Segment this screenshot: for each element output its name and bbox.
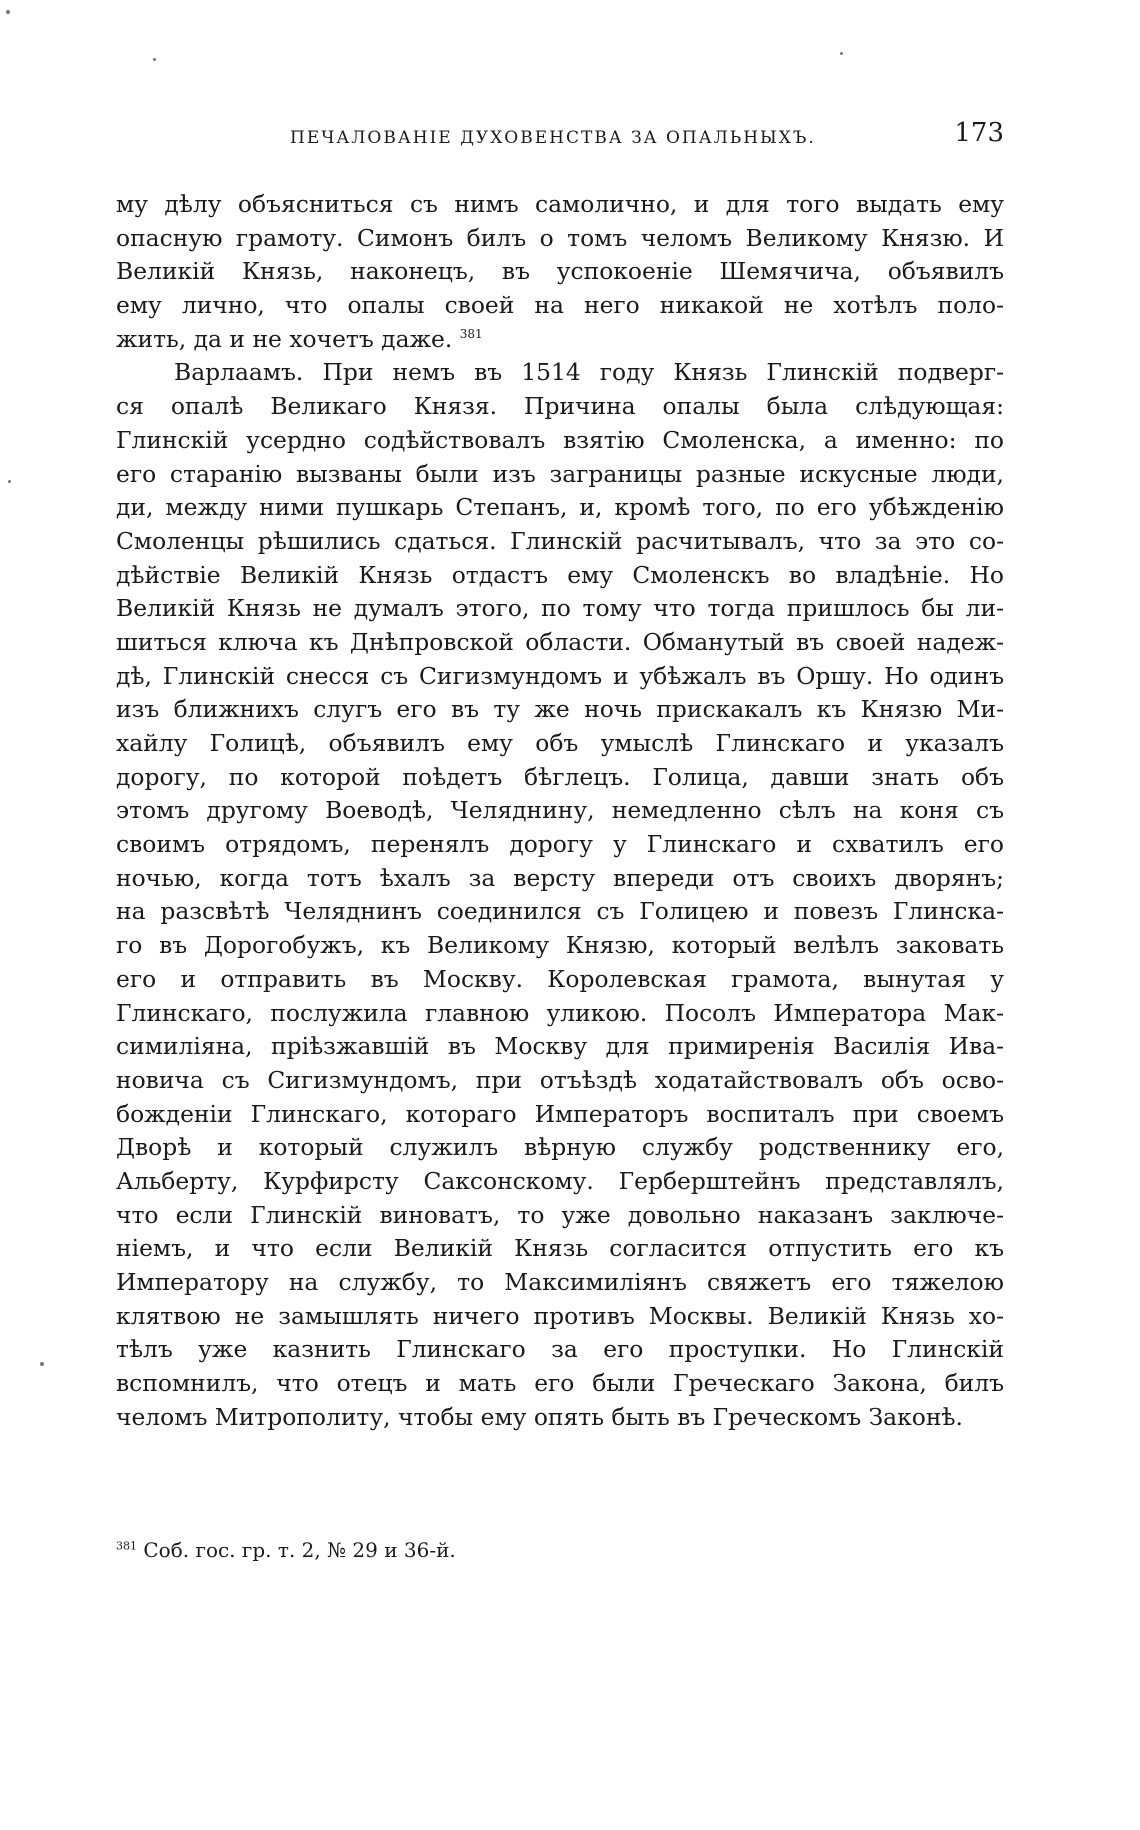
- text-line: шиться ключа къ Днѣпровской области. Обманутый въ своей надеж-: [116, 627, 1004, 656]
- text-line: Дворѣ и который служилъ вѣрную службу родственнику его,: [116, 1133, 1004, 1162]
- page-header: [120, 118, 1010, 158]
- text-line: ся опалѣ Великаго Князя. Причина опалы была слѣдующая:: [116, 392, 1004, 421]
- scan-speck: [40, 1362, 44, 1366]
- text-line: опасную грамоту. Симонъ билъ о томъ челомъ Великому Князю. И: [116, 223, 1004, 252]
- text-line: дѣ, Глинскій снесся съ Сигизмундомъ и убѣжалъ въ Оршу. Но одинъ: [116, 661, 1004, 690]
- text-line: клятвою не замышлять ничего противъ Москвы. Великій Князь хо-: [116, 1301, 1004, 1330]
- text-line: ніемъ, и что если Великій Князь согласится отпустить его къ: [116, 1234, 1004, 1263]
- text-line: дорогу, по которой поѣдетъ бѣглецъ. Голица, давши знать объ: [116, 762, 1004, 791]
- text-line: тѣлъ уже казнить Глинскаго за его проступки. Но Глинскій: [116, 1335, 1004, 1364]
- text-line: его старанію вызваны были изъ заграницы разные искусные люди,: [116, 459, 1004, 488]
- text-line: ему лично, что опалы своей на него никакой не хотѣлъ поло-: [116, 291, 1004, 320]
- text-line: дѣйствіе Великій Князь отдастъ ему Смоленскъ во владѣніе. Но: [116, 560, 1004, 589]
- scan-speck: [153, 58, 156, 61]
- footnote-reference: 381: [459, 326, 483, 341]
- main-text: [116, 188, 1004, 1434]
- text-line: вспомнилъ, что отецъ и мать его были Греческаго Закона, билъ: [116, 1369, 1004, 1398]
- page-number: 173: [954, 118, 1004, 148]
- scan-speck: [8, 480, 11, 483]
- running-title: ПЕЧАЛОВАНІЕ ДУХОВЕНСТВА ЗА ОПАЛЬНЫХЪ.: [290, 128, 816, 148]
- scan-speck: [840, 52, 843, 55]
- text-line: Императору на службу, то Максимиліянъ свяжетъ его тяжелою: [116, 1268, 1004, 1296]
- text-line: Альберту, Курфирсту Саксонскому. Герберштейнъ представлялъ,: [116, 1166, 1004, 1195]
- text-line: симиліяна, пріѣзжавшій въ Москву для примиренія Василія Ива-: [116, 1032, 1004, 1061]
- text-line: му дѣлу объясниться съ нимъ самолично, и для того выдать ему: [116, 190, 1004, 218]
- text-line: его и отправить въ Москву. Королевская грамота, вынутая у: [116, 964, 1004, 993]
- text-line: своимъ отрядомъ, перенялъ дорогу у Глинскаго и схватилъ его: [116, 830, 1004, 859]
- footnote: [116, 1538, 456, 1562]
- text-line: божденіи Глинскаго, котораго Императоръ воспиталъ при своемъ: [116, 1099, 1004, 1128]
- text-line: Великій Князь не думалъ этого, по тому что тогда пришлось бы ли-: [116, 594, 1004, 623]
- text-line: Великій Князь, наконецъ, въ успокоеніе Шемячича, объявилъ: [116, 257, 1004, 286]
- text-line: Глинскій усердно содѣйствовалъ взятію Смоленска, а именно: по: [116, 425, 1004, 454]
- text-line: изъ ближнихъ слугъ его въ ту же ночь прискакалъ къ Князю Ми-: [116, 695, 1004, 724]
- footnote-text: Соб. гос. гр. т. 2, № 29 и 36-й.: [143, 1538, 456, 1562]
- text-line: Смоленцы рѣшились сдаться. Глинскій расчитывалъ, что за это со-: [116, 526, 1004, 555]
- text-line: новича съ Сигизмундомъ, при отъѣздѣ ходатайствовалъ объ осво-: [116, 1065, 1004, 1094]
- text-line: го въ Дорогобужъ, къ Великому Князю, который велѣлъ заковать: [116, 931, 1004, 960]
- scan-speck: [6, 10, 10, 14]
- text-line: челомъ Митрополиту, чтобы ему опять быть въ Греческомъ Законѣ.: [116, 1402, 963, 1431]
- text-line: что если Глинскій виноватъ, то уже довольно наказанъ заключе-: [116, 1200, 1004, 1229]
- footnote-number: 381: [116, 1539, 137, 1553]
- text-line: [116, 323, 1004, 357]
- text-line: ночью, когда тотъ ѣхалъ за версту впереди отъ своихъ дворянъ;: [116, 863, 1004, 892]
- text-line: на разсвѣтѣ Челяднинъ соединился съ Голицею и повезъ Глинска-: [116, 897, 1004, 926]
- text-line-content: жить, да и не хочетъ даже.: [116, 324, 453, 353]
- text-line: Варлаамъ. При немъ въ 1514 году Князь Глинскій подверг-: [174, 358, 1004, 387]
- text-line: Глинскаго, послужила главною уликою. Посолъ Императора Мак-: [116, 998, 1004, 1027]
- text-line: этомъ другому Воеводѣ, Челяднину, немедленно сѣлъ на коня съ: [116, 796, 1004, 825]
- text-line: ди, между ними пушкарь Степанъ, и, кромѣ того, по его убѣжденію: [116, 493, 1004, 522]
- text-line: хайлу Голицѣ, объявилъ ему объ умыслѣ Глинскаго и указалъ: [116, 729, 1004, 757]
- footnote-area: [116, 1518, 1004, 1598]
